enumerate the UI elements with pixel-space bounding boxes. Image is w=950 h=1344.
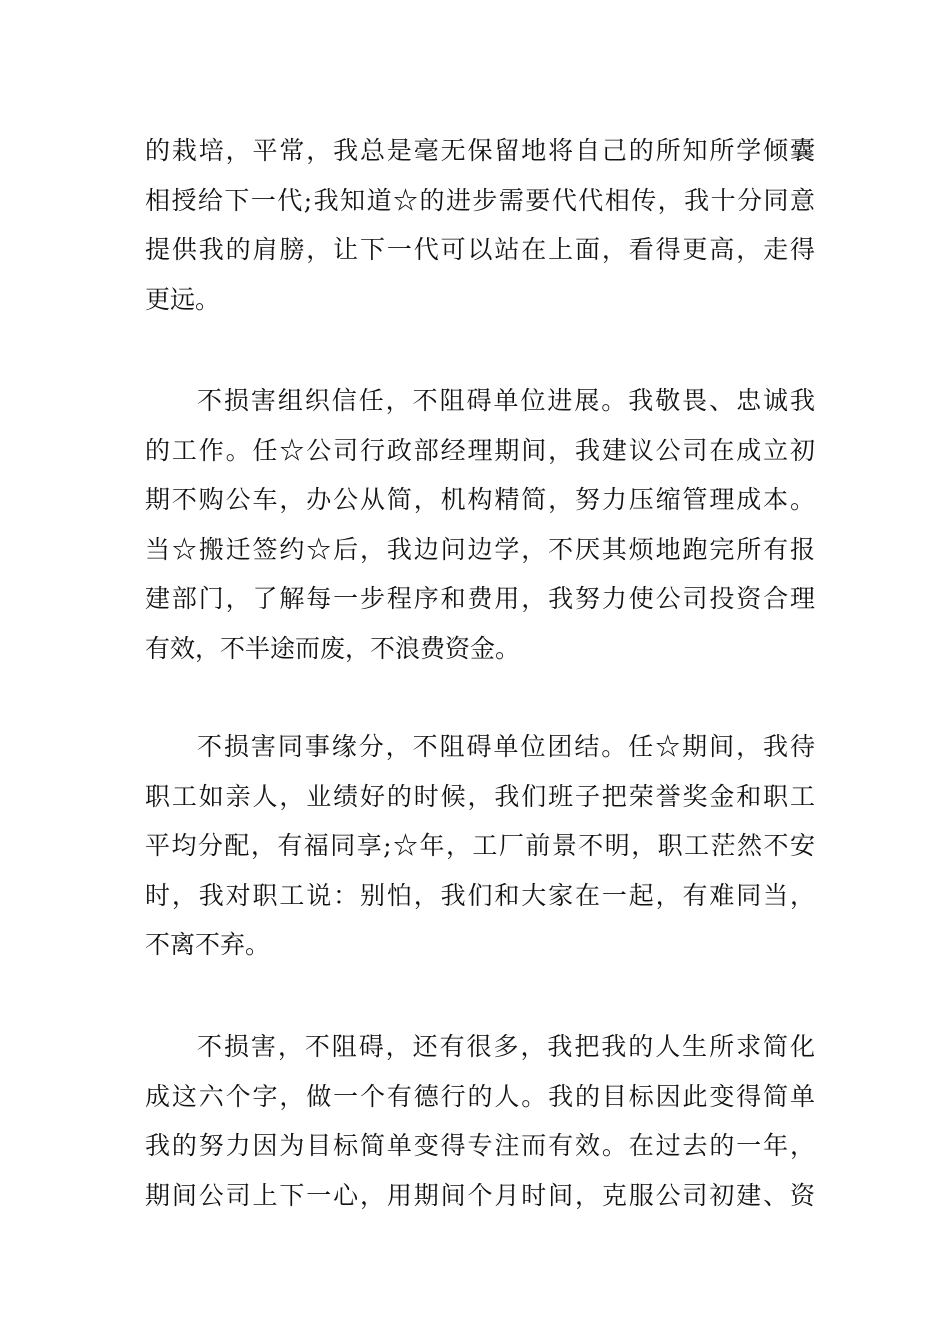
paragraph-2 xyxy=(145,376,815,673)
text-line: 相授给下一代;我知道☆的进步需要代代相传，我十分同意 xyxy=(145,185,815,215)
text-line: 提供我的肩膀，让下一代可以站在上面，看得更高，走得 xyxy=(145,235,815,264)
text-line: 成这六个字，做一个有德行的人。我的目标因此变得简单 xyxy=(145,1081,815,1111)
paragraph-4 xyxy=(145,1022,815,1220)
paragraph-3 xyxy=(145,722,815,970)
text-line: 不损害同事缘分，不阻碍单位团结。任☆期间，我待 xyxy=(197,732,815,761)
text-line: 建部门，了解每一步程序和费用，我努力使公司投资合理 xyxy=(145,584,815,613)
text-line: 期间公司上下一心，用期间个月时间，克服公司初建、资 xyxy=(145,1180,815,1210)
text-line: 不损害组织信任，不阻碍单位进展。我敬畏、忠诚我 xyxy=(197,386,815,415)
text-line: 的工作。任☆公司行政部经理期间，我建议公司在成立初 xyxy=(145,435,815,465)
text-line: 期不购公车，办公从简，机构精简，努力压缩管理成本。 xyxy=(145,485,815,514)
text-line: 的栽培，平常，我总是毫无保留地将自己的所知所学倾囊 xyxy=(145,136,815,165)
text-line: 平均分配，有福同享;☆年，工厂前景不明，职工茫然不安 xyxy=(145,831,815,860)
text-line: 更远。 xyxy=(145,284,221,314)
text-line: 不损害，不阻碍，还有很多，我把我的人生所求简化 xyxy=(197,1032,815,1061)
text-line: 有效，不半途而废，不浪费资金。 xyxy=(145,633,521,663)
text-line: 时，我对职工说：别怕，我们和大家在一起，有难同当， xyxy=(145,880,815,910)
text-line: 我的努力因为目标简单变得专注而有效。在过去的一年， xyxy=(145,1131,815,1160)
paragraph-1 xyxy=(145,126,815,324)
text-line: 不离不弃。 xyxy=(145,930,271,959)
text-line: 职工如亲人，业绩好的时候，我们班子把荣誉奖金和职工 xyxy=(145,781,815,811)
text-line: 当☆搬迁签约☆后，我边问边学，不厌其烦地跑完所有报 xyxy=(145,534,815,564)
